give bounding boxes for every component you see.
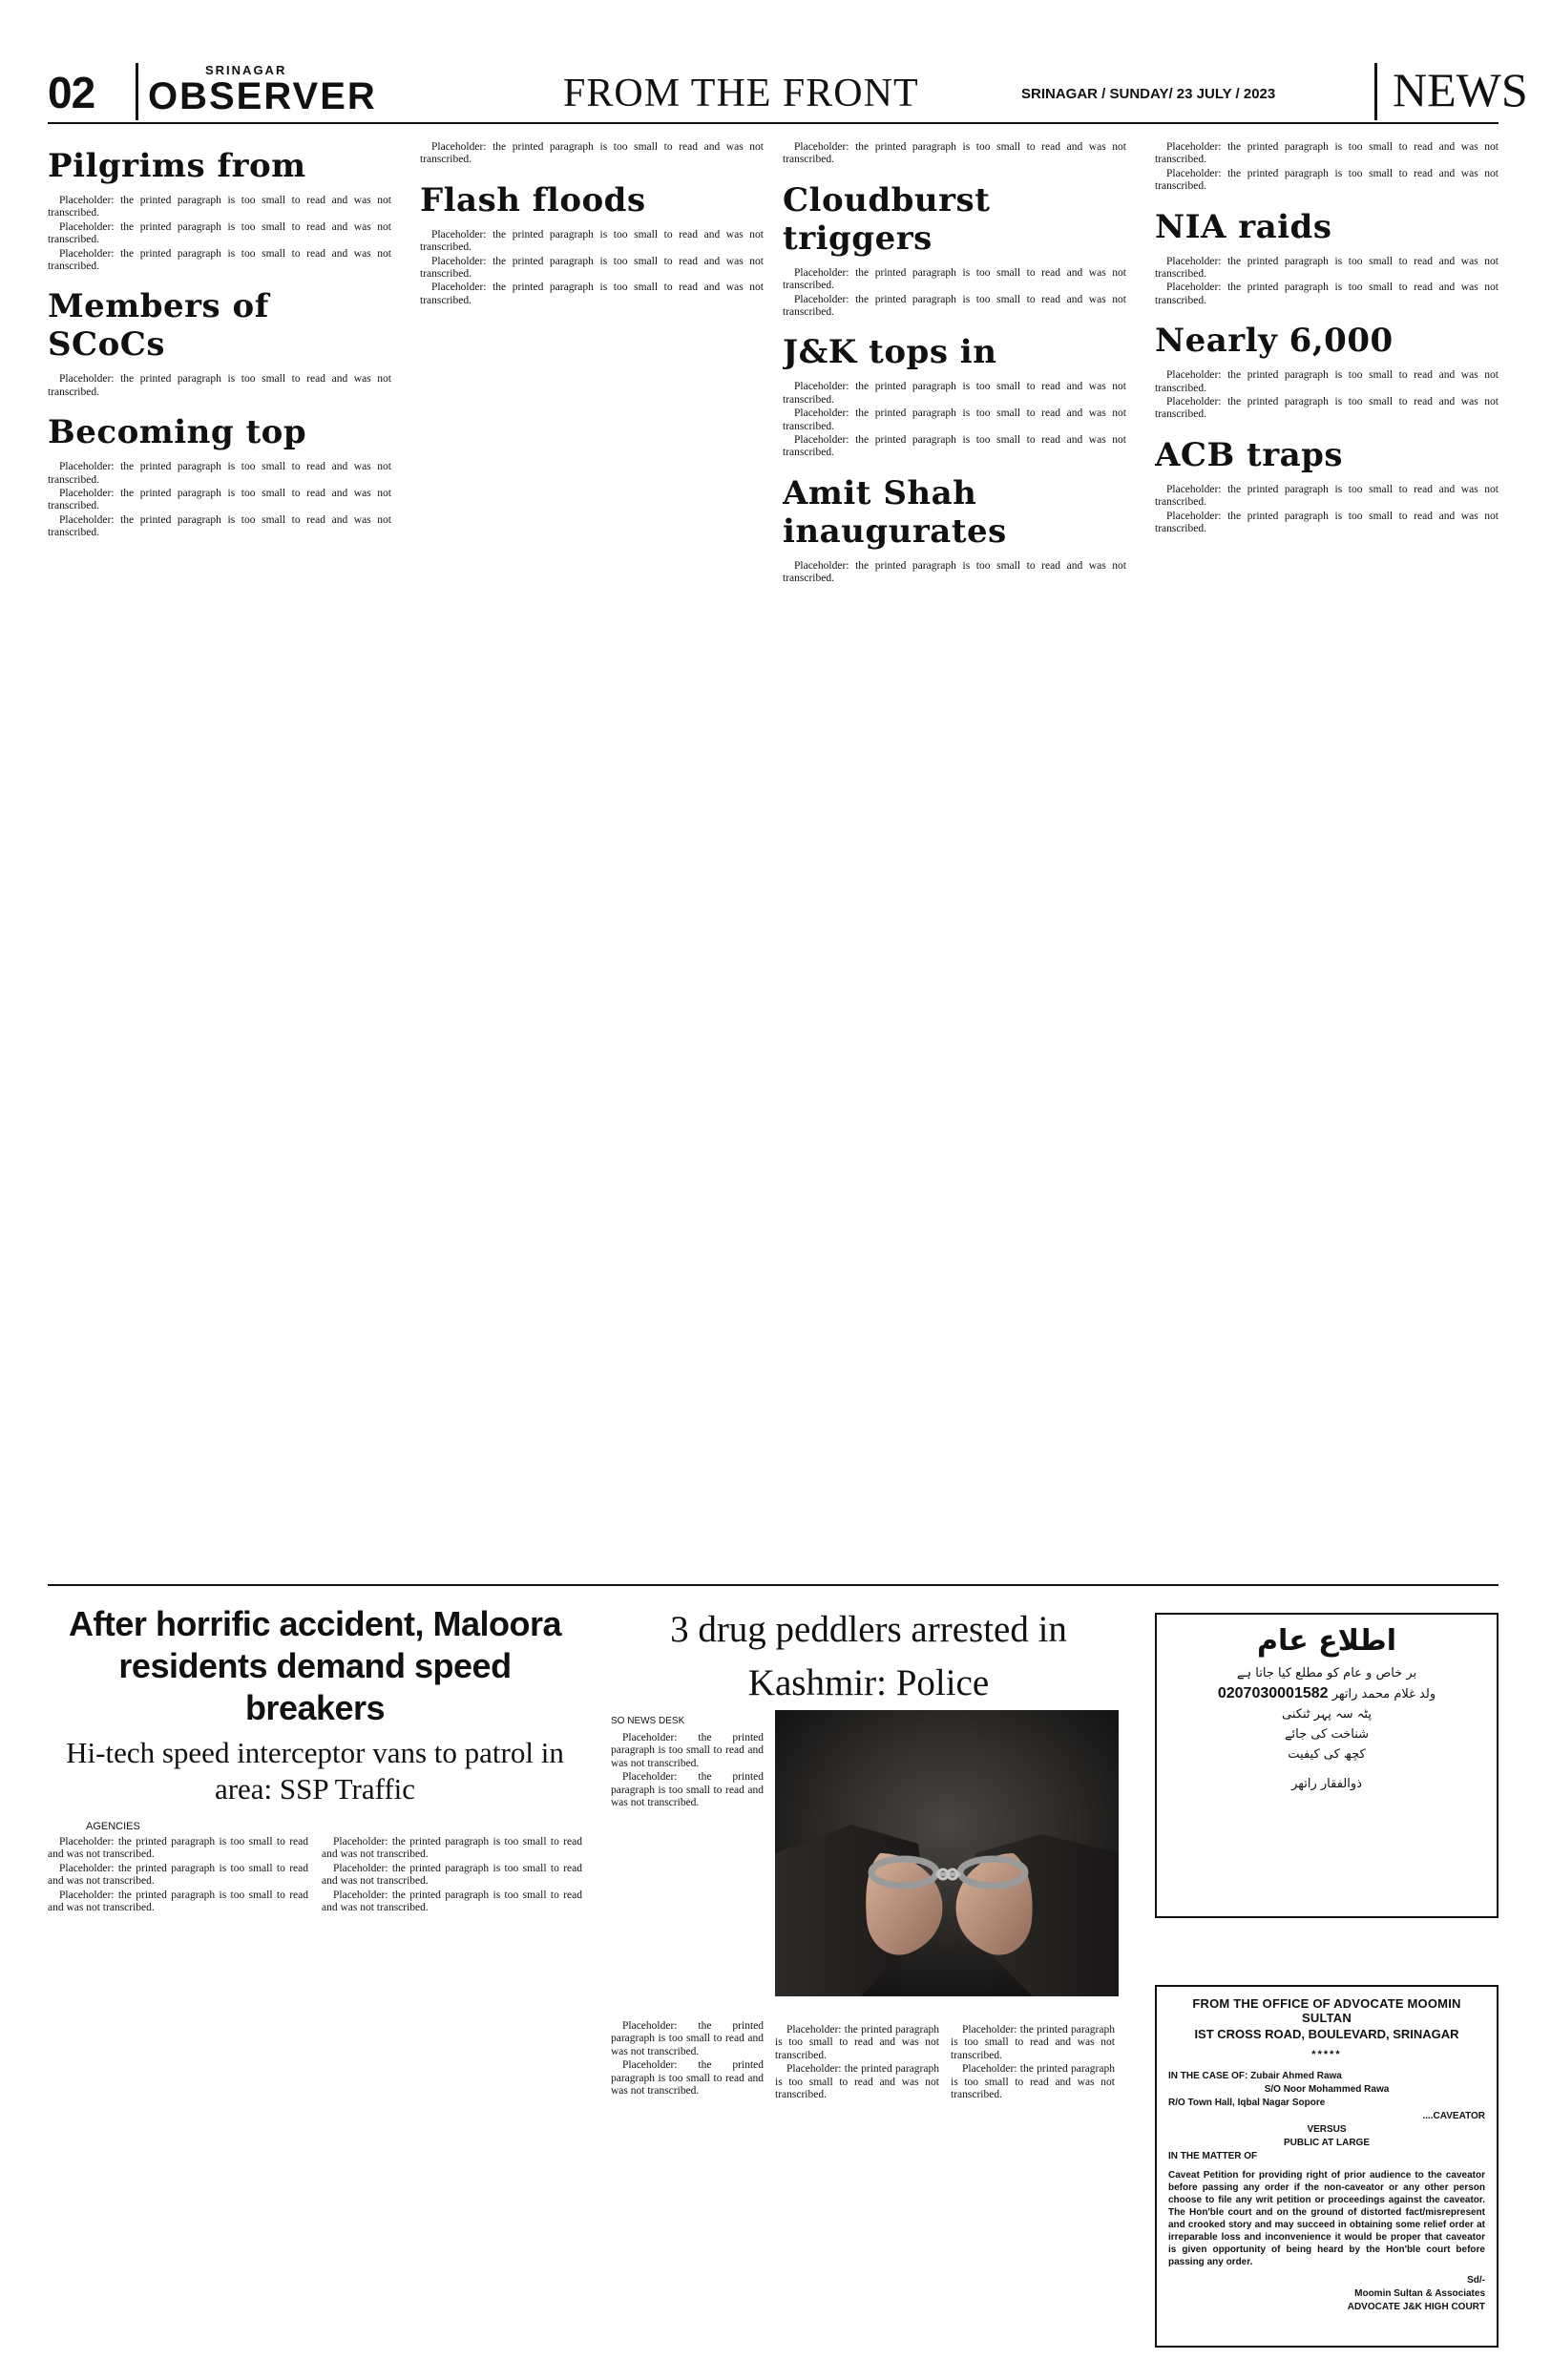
public-notice-urdu (1155, 1613, 1499, 1918)
notice-separator: ***** (1311, 2049, 1342, 2060)
page-number: 02 (48, 68, 95, 117)
headline-accident: After horrific accident, Maloora residents demand speed breakers (68, 1604, 562, 1727)
paragraph: Placeholder: the printed paragraph is too small to read and was not transcribed. (48, 1836, 308, 1861)
notice-line (1170, 1683, 1483, 1704)
column-1 (48, 141, 391, 549)
notice-signature: ذوالفقار راتھر (1291, 1777, 1362, 1791)
headline-members: Members of SCoCs (48, 287, 269, 365)
body-cloudburst (783, 267, 1126, 320)
paragraph: Placeholder: the printed paragraph is too small to read and was not transcribed. (611, 1771, 764, 1809)
headline-becoming-top: Becoming top (48, 413, 307, 452)
body-flash-floods-continued (783, 141, 1126, 167)
paragraph: Placeholder: the printed paragraph is too small to read and was not transcribed. (775, 2063, 939, 2101)
notice-line: پٹہ سہ پہر ٹنکنی (1282, 1707, 1372, 1722)
notice-line: بر خاص و عام کو مطلع کیا جاتا ہے (1236, 1666, 1417, 1681)
byline-drug-peddlers: SO NEWS DESK (611, 1716, 685, 1726)
paragraph: Placeholder: the printed paragraph is too small to read and was not transcribed. (1155, 141, 1499, 166)
paragraph: Placeholder: the printed paragraph is too small to read and was not transcribed. (48, 488, 391, 512)
paragraph: Placeholder: the printed paragraph is too small to read and was not transcribed. (611, 2059, 764, 2098)
section-divider (48, 1584, 1499, 1586)
notice-office-address: IST CROSS ROAD, BOULEVARD, SRINAGAR (1194, 2027, 1459, 2041)
notice-public: PUBLIC AT LARGE (1284, 2138, 1370, 2148)
paragraph: Placeholder: the printed paragraph is too small to read and was not transcribed. (783, 141, 1126, 166)
headline-jk-tops: J&K tops in (783, 333, 997, 372)
paragraph: Placeholder: the printed paragraph is too small to read and was not transcribed. (322, 1836, 582, 1861)
notice-matter: IN THE MATTER OF (1168, 2151, 1258, 2161)
handcuffs-photo (775, 1710, 1119, 1996)
paragraph: Placeholder: the printed paragraph is too small to read and was not transcribed. (783, 559, 1126, 585)
story-drug-peddlers (611, 1603, 1126, 2338)
body-accident-col2 (322, 1836, 582, 2380)
notice-line: کچھ کی کیفیت (1288, 1747, 1366, 1762)
section-label-news: NEWS (1374, 63, 1528, 120)
notice-line-text: ولد غلام محمد راتھر (1331, 1687, 1436, 1701)
story-drug-peddlers-columns (611, 2020, 1126, 2349)
story-becoming-top-continued (420, 141, 764, 168)
body-amit-shah (783, 560, 1126, 586)
story-drug-peddlers-top (611, 1710, 1126, 2018)
paragraph: Placeholder: the printed paragraph is too small to read and was not transcribed. (322, 1889, 582, 1914)
story-nia-raids (1155, 202, 1499, 309)
paragraph: Placeholder: the printed paragraph is too small to read and was not transcribed. (48, 513, 391, 539)
paragraph: Placeholder: the printed paragraph is too small to read and was not transcribed. (322, 1862, 582, 1888)
headline-cloudburst: Cloudburst triggers (783, 180, 991, 258)
paragraph: Placeholder: the printed paragraph is too small to read and was not transcribed. (48, 247, 391, 273)
paragraph: Placeholder: the printed paragraph is too small to read and was not transcribed. (951, 2063, 1115, 2101)
paragraph: Placeholder: the printed paragraph is too small to read and was not transcribed. (48, 195, 391, 219)
paragraph: Placeholder: the printed paragraph is too small to read and was not transcribed. (1155, 282, 1499, 306)
notice-signature-firm: Moomin Sultan & Associates (1354, 2288, 1485, 2299)
body-members (48, 373, 391, 399)
notice-versus: VERSUS (1307, 2124, 1347, 2135)
body-acb-traps (1155, 484, 1499, 536)
subheadline-accident: Hi-tech speed interceptor vans to patrol in area: SSP Traffic (66, 1736, 564, 1806)
body-drug-col-a (611, 2020, 764, 2345)
paragraph: Placeholder: the printed paragraph is too small to read and was not transcribed. (1155, 369, 1499, 394)
paragraph: Placeholder: the printed paragraph is too small to read and was not transcribed. (420, 255, 764, 281)
notice-caveator: ....CAVEATOR (1422, 2111, 1485, 2121)
story-acb-traps (1155, 430, 1499, 537)
caveat-notice (1155, 1985, 1499, 2348)
paragraph: Placeholder: the printed paragraph is too small to read and was not transcribed. (611, 2020, 764, 2057)
body-drug-col-c (951, 2024, 1115, 2349)
paragraph: Placeholder: the printed paragraph is too small to read and was not transcribed. (1155, 255, 1499, 281)
brand-logo (136, 63, 377, 120)
paragraph: Placeholder: the printed paragraph is too small to read and was not transcribed. (783, 293, 1126, 319)
paragraph: Placeholder: the printed paragraph is too small to read and was not transcribed. (783, 434, 1126, 459)
body-drug-col-b (775, 2024, 939, 2349)
story-accident (48, 1603, 582, 2338)
paragraph: Placeholder: the printed paragraph is too small to read and was not transcribed. (1155, 396, 1499, 421)
paragraph: Placeholder: the printed paragraph is too small to read and was not transcribed. (1155, 483, 1499, 509)
headline-drug-peddlers: 3 drug peddlers arrested in Kashmir: Police (670, 1609, 1067, 1703)
story-drug-peddlers-intro (611, 1710, 764, 2018)
story-members (48, 282, 391, 400)
headline-nia-raids: NIA raids (1155, 207, 1332, 246)
notice-so: S/O Noor Mohammed Rawa (1264, 2084, 1390, 2095)
story-becoming-top (48, 407, 391, 540)
paragraph: Placeholder: the printed paragraph is too small to read and was not transcribed. (611, 1732, 764, 1769)
paragraph: Placeholder: the printed paragraph is too small to read and was not transcribed. (48, 1862, 308, 1888)
masthead (48, 59, 1528, 124)
paragraph: Placeholder: the printed paragraph is too small to read and was not transcribed. (1155, 167, 1499, 193)
body-col4-top (1155, 141, 1499, 194)
paragraph: Placeholder: the printed paragraph is too small to read and was not transcribed. (783, 266, 1126, 292)
notice-case: IN THE CASE OF: Zubair Ahmed Rawa (1168, 2071, 1342, 2081)
paragraph: Placeholder: the printed paragraph is too small to read and was not transcribed. (48, 220, 391, 246)
notice-sd: Sd/- (1467, 2275, 1485, 2286)
body-jk-tops (783, 381, 1126, 459)
notice-paragraph: Caveat Petition for providing right of prior audience to the caveator before passing any order if the non-caveator or any other person choose to file any writ petition or proceedings against the caveator. The Hon'ble court and on the ground of distorted fact/misrepresent and crooked story and may succeed in obtaining some relief order at irreparable loss and inconvenience it would be proper that caveator is given opportunity of being heard by the Hon'ble court before passing any order. (1168, 2170, 1485, 2267)
body-becoming-top-continued (420, 141, 764, 167)
brand-city: SRINAGAR (205, 63, 287, 77)
paragraph: Placeholder: the printed paragraph is too small to read and was not transcribed. (420, 228, 764, 254)
paragraph: Placeholder: the printed paragraph is too small to read and was not transcribed. (420, 141, 764, 166)
headline-nearly-6000: Nearly 6,000 (1155, 322, 1394, 361)
story-accident-columns (48, 1836, 582, 2380)
notice-phone: 0207030001582 (1217, 1685, 1329, 1701)
paragraph: Placeholder: the printed paragraph is too small to read and was not transcribed. (420, 282, 764, 306)
story-amit-shah (783, 469, 1126, 587)
story-jk-tops (783, 327, 1126, 460)
body-nearly-6000 (1155, 369, 1499, 422)
body-accident-col1 (48, 1836, 308, 2380)
headline-acb-traps: ACB traps (1155, 435, 1344, 474)
paragraph: Placeholder: the printed paragraph is too small to read and was not transcribed. (48, 373, 391, 398)
byline-accident: AGENCIES (86, 1821, 140, 1832)
story-flash-floods-continued (783, 141, 1126, 168)
paragraph: Placeholder: the printed paragraph is too small to read and was not transcribed. (775, 2024, 939, 2061)
body-nia-raids (1155, 256, 1499, 308)
paragraph: Placeholder: the printed paragraph is too small to read and was not transcribed. (48, 1889, 308, 1914)
headline-flash-floods: Flash floods (420, 180, 646, 219)
headline-amit-shah: Amit Shah inaugurates (783, 473, 1007, 551)
notice-ro: R/O Town Hall, Iqbal Nagar Sopore (1168, 2098, 1326, 2108)
column-2 (420, 141, 764, 316)
paragraph: Placeholder: the printed paragraph is too small to read and was not transcribed. (783, 381, 1126, 406)
notice-office-title: FROM THE OFFICE OF ADVOCATE MOOMIN SULTAN (1192, 1996, 1461, 2025)
notice-signature-title: ADVOCATE J&K HIGH COURT (1347, 2302, 1485, 2312)
column-4 (1155, 141, 1499, 545)
handcuffs-image (775, 1710, 1119, 1996)
paragraph: Placeholder: the printed paragraph is too small to read and was not transcribed. (1155, 510, 1499, 535)
story-col4-top (1155, 141, 1499, 195)
headline-pilgrims: Pilgrims from (48, 147, 306, 185)
story-cloudburst (783, 176, 1126, 321)
body-flash-floods (420, 229, 764, 307)
body-becoming-top (48, 461, 391, 539)
story-flash-floods (420, 176, 764, 308)
body-pilgrims (48, 195, 391, 273)
paragraph: Placeholder: the printed paragraph is too small to read and was not transcribed. (951, 2024, 1115, 2061)
paragraph: Placeholder: the printed paragraph is too small to read and was not transcribed. (48, 461, 391, 486)
notice-line: شناخت کی جائے (1284, 1727, 1370, 1742)
story-pilgrims (48, 141, 391, 274)
body-drug-intro (611, 1732, 764, 2018)
dateline: SRINAGAR / SUNDAY/ 23 JULY / 2023 (1021, 86, 1276, 102)
brand-name: OBSERVER (148, 75, 377, 117)
story-nearly-6000 (1155, 316, 1499, 423)
paragraph: Placeholder: the printed paragraph is too small to read and was not transcribed. (783, 407, 1126, 432)
notice-title: اطلاع عام (1256, 1624, 1396, 1658)
section-title: FROM THE FRONT (563, 72, 919, 115)
column-3 (783, 141, 1126, 595)
